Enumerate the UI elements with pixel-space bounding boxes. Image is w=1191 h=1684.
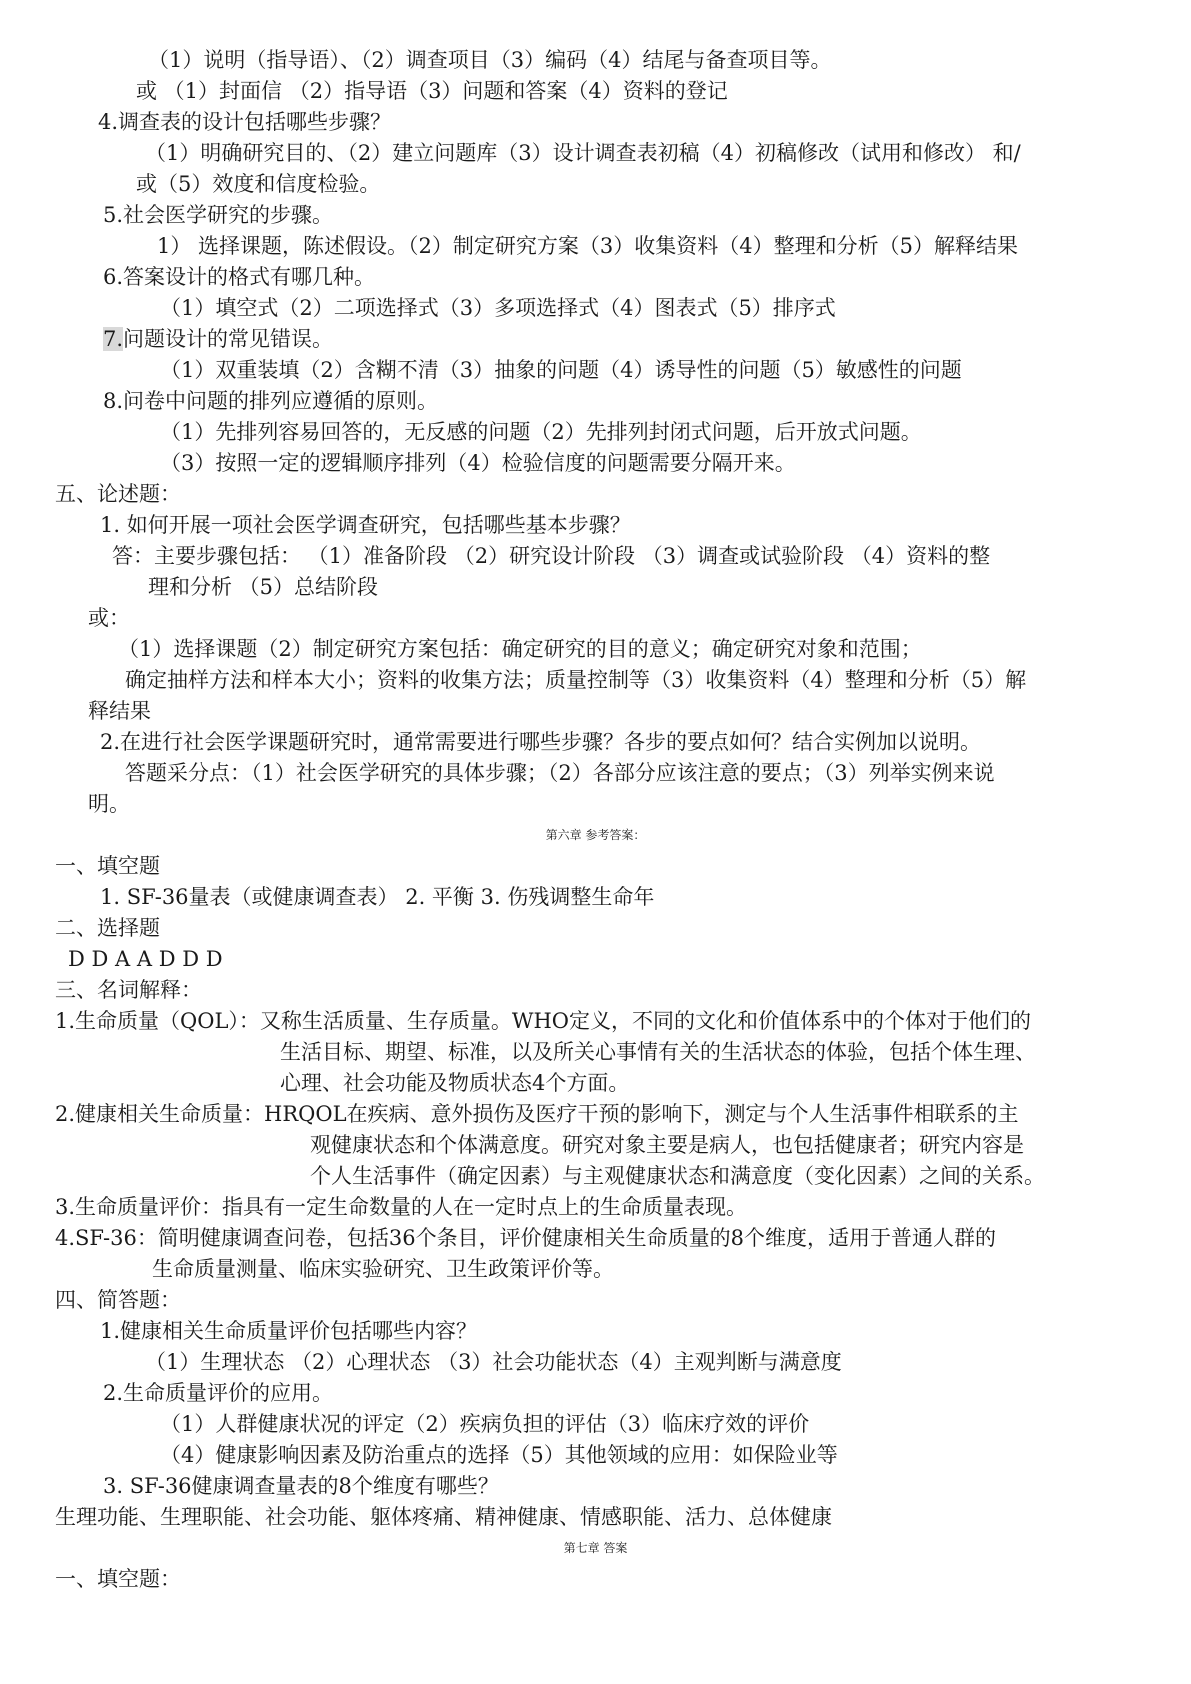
text-line: （1）生理状态 （2）心理状态 （3）社会功能状态（4）主观判断与满意度 <box>145 1350 842 1374</box>
text-line: 生命质量测量、临床实验研究、卫生政策评价等。 <box>152 1257 614 1281</box>
text-line: （1）先排列容易回答的，无反感的问题（2）先排列封闭式问题，后开放式问题。 <box>160 420 922 444</box>
text-line: （1）填空式（2）二项选择式（3）多项选择式（4）图表式（5）排序式 <box>160 296 836 320</box>
text-line: 个人生活事件（确定因素）与主观健康状态和满意度（变化因素）之间的关系。 <box>310 1164 1045 1188</box>
text-line: （3）按照一定的逻辑顺序排列（4）检验信度的问题需要分隔开来。 <box>160 451 796 475</box>
answer-key: D D A A D D D <box>68 947 223 971</box>
text-line: 或（5）效度和信度检验。 <box>136 172 381 196</box>
text-line: （1）人群健康状况的评定（2）疾病负担的评估（3）临床疗效的评价 <box>160 1412 810 1436</box>
text-line: 3.生命质量评价：指具有一定生命数量的人在一定时点上的生命质量表现。 <box>55 1195 748 1219</box>
chapter-title: 第六章 参考答案： <box>545 828 646 842</box>
question-heading: 6.答案设计的格式有哪几种。 <box>103 265 376 289</box>
section-heading: 三、名词解释： <box>55 978 202 1002</box>
text-line: 或 （1）封面信 （2）指导语（3）问题和答案（4）资料的登记 <box>136 79 728 103</box>
text-line: 确定抽样方法和样本大小；资料的收集方法；质量控制等（3）收集资料（4）整理和分析（5）解 <box>125 668 1027 692</box>
question-heading: 3. SF-36健康调查量表的8个维度有哪些？ <box>103 1474 499 1498</box>
text-line: 理和分析 （5）总结阶段 <box>148 575 379 599</box>
highlighted-number: 7. <box>103 327 124 351</box>
section-heading: 五、论述题： <box>55 482 181 506</box>
section-heading: 一、填空题： <box>55 1567 181 1591</box>
question-heading: 5.社会医学研究的步骤。 <box>103 203 334 227</box>
text-line: （1）双重装填（2）含糊不清（3）抽象的问题（4）诱导性的问题（5）敏感性的问题 <box>160 358 962 382</box>
section-heading: 一、填空题 <box>55 854 160 878</box>
text-line: 观健康状态和个体满意度。研究对象主要是病人，也包括健康者；研究内容是 <box>310 1133 1024 1157</box>
question-heading: 4.调查表的设计包括哪些步骤？ <box>98 110 392 134</box>
text-line: 1） 选择课题，陈述假设。（2）制定研究方案（3）收集资料（4）整理和分析（5）解释结果 <box>157 234 1018 258</box>
text-line: 或： <box>88 606 130 630</box>
text-line: 1. SF-36量表（或健康调查表） 2. 平衡 3. 伤残调整生命年 <box>100 885 655 909</box>
text-line: （1）说明（指导语）、（2）调查项目（3）编码（4）结尾与备查项目等。 <box>148 48 832 72</box>
text-line: 生理功能、生理职能、社会功能、躯体疼痛、精神健康、情感职能、活力、总体健康 <box>55 1505 832 1529</box>
text-line: （1）明确研究目的、（2）建立问题库（3）设计调查表初稿（4）初稿修改（试用和修改） 和/ <box>145 141 1021 165</box>
section-heading: 四、简答题： <box>55 1288 181 1312</box>
text-line: 心理、社会功能及物质状态4个方面。 <box>280 1071 630 1095</box>
text-line: 明。 <box>88 792 130 816</box>
text-line: （4）健康影响因素及防治重点的选择（5）其他领域的应用：如保险业等 <box>160 1443 838 1467</box>
text-line: 4.SF-36：简明健康调查问卷，包括36个条目，评价健康相关生命质量的8个维度，适用于普通人群的 <box>55 1226 996 1250</box>
question-heading: 8.问卷中问题的排列应遵循的原则。 <box>103 389 439 413</box>
text-line: 2.健康相关生命质量：HRQOL在疾病、意外损伤及医疗干预的影响下，测定与个人生活事件相联系的主 <box>55 1102 1019 1126</box>
question-heading: 2.在进行社会医学课题研究时，通常需要进行哪些步骤？各步的要点如何？结合实例加以说明。 <box>100 730 982 754</box>
question-heading: 1. 如何开展一项社会医学调查研究，包括哪些基本步骤？ <box>100 513 631 537</box>
chapter-title: 第七章 答案 <box>563 1541 628 1555</box>
text-line: 1.生命质量（QOL）：又称生活质量、生存质量。WHO定义，不同的文化和价值体系中的个体对于他们的 <box>55 1009 1032 1033</box>
text-line: 答题采分点：（1）社会医学研究的具体步骤；（2）各部分应该注意的要点；（3）列举实例来说 <box>125 761 995 785</box>
text-line: 释结果 <box>88 699 151 723</box>
section-heading: 二、选择题 <box>55 916 160 940</box>
text-line: （1）选择课题（2）制定研究方案包括：确定研究的目的意义；确定研究对象和范围； <box>118 637 922 661</box>
question-heading: 7.问题设计的常见错误。 <box>103 327 334 351</box>
question-heading: 2.生命质量评价的应用。 <box>103 1381 334 1405</box>
text-line: 生活目标、期望、标准，以及所关心事情有关的生活状态的体验，包括个体生理、 <box>280 1040 1036 1064</box>
question-heading: 1.健康相关生命质量评价包括哪些内容？ <box>100 1319 478 1343</box>
text-line: 答：主要步骤包括： （1）准备阶段 （2）研究设计阶段 （3）调查或试验阶段 （4）资料的整 <box>112 544 991 568</box>
